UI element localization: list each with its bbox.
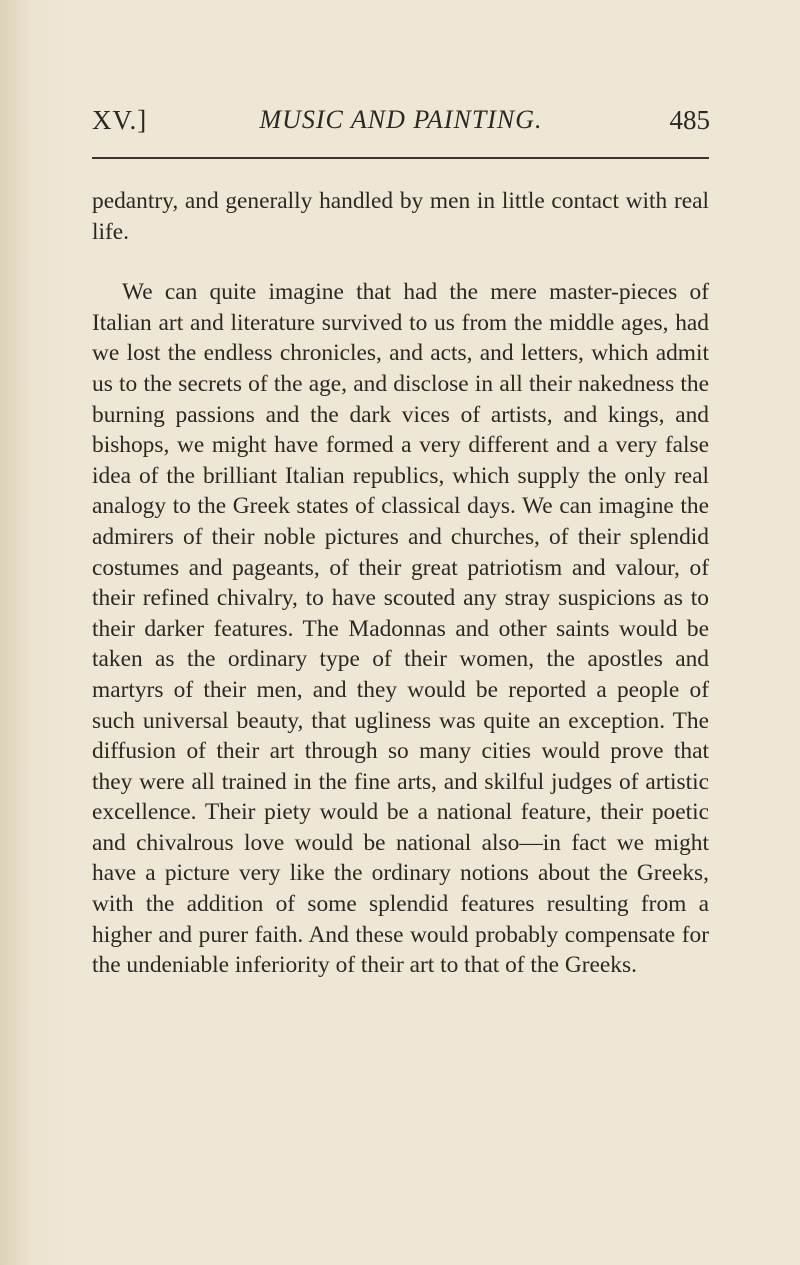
body-text (92, 186, 709, 981)
running-head (92, 105, 710, 145)
paragraph-main: We can quite imagine that had the mere master-pieces of Italian art and literature survived to us from the middle ages, had we lost the endless chronicles, and acts, and letters, which admit us to the secrets of the age, and disclose in all their nakedness the burning passions and the dark vices of artists, and kings, and bishops, we might have formed a very different and a very false idea of the brilliant Italian republics, which supply the only real analogy to the Greek states of classical days. We can imagine the admirers of their noble pictures and churches, of their splendid costumes and pageants, of their great patriotism and valour, of their refined chivalry, to have scouted any stray suspicions as to their darker features. The Madonnas and other saints would be taken as the ordinary type of their women, the apostles and martyrs of their men, and they would be reported a people of such universal beauty, that ugliness was quite an exception. The diffusion of their art through so many cities would prove that they were all trained in the fine arts, and skilful judges of artistic excellence. Their piety would be a national feature, their poetic and chivalrous love would be national also—in fact we might have a picture very like the ordinary notions about the Greeks, with the addition of some splendid features resulting from a higher and purer faith. And these would probably compensate for the undeniable inferiority of their art to that of the Greeks. (92, 279, 709, 979)
header-rule (92, 157, 709, 159)
running-title: MUSIC AND PAINTING. (259, 105, 543, 134)
chapter-number: XV.] (92, 105, 148, 135)
paragraph-continuation: pedantry, and generally handled by men in little contact with real life. (92, 188, 709, 245)
page-number: 485 (669, 105, 710, 135)
